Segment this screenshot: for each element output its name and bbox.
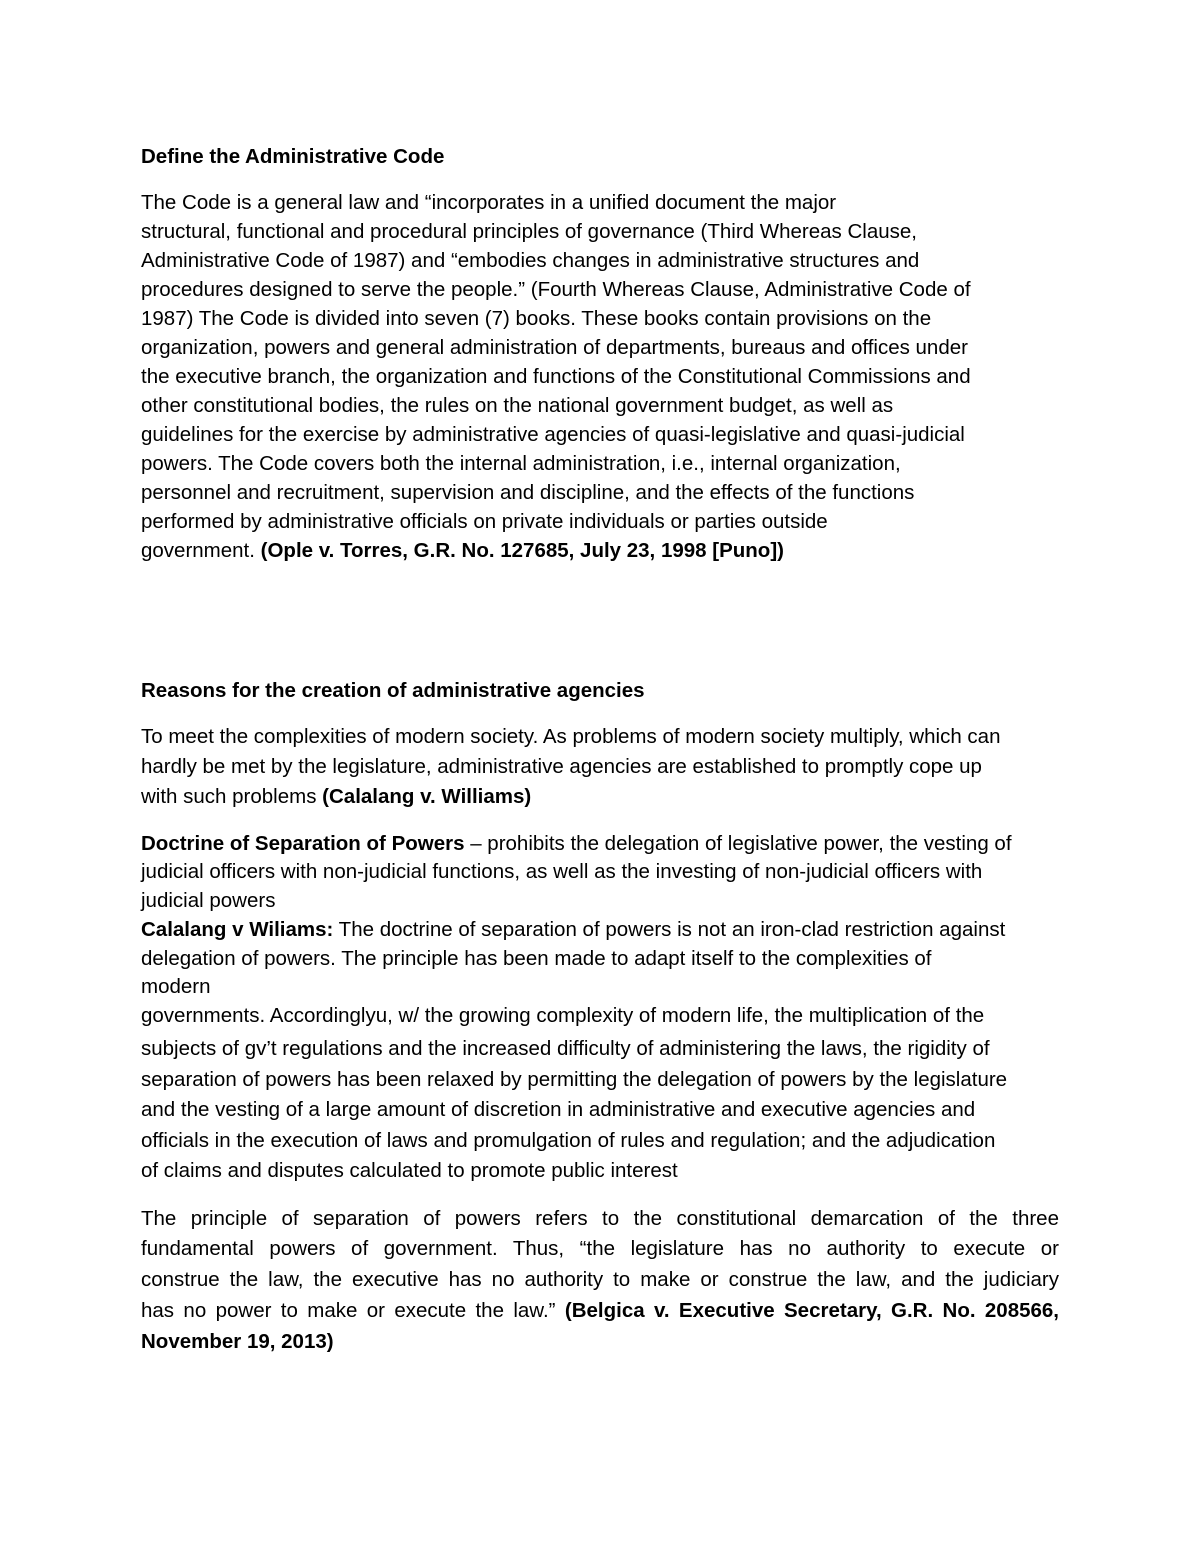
paragraph-line: personnel and recruitment, supervision and discipline, and the effects of the functions (141, 481, 915, 504)
paragraph-line: and the vesting of a large amount of discretion in administrative and executive agencies and (141, 1098, 976, 1121)
paragraph-line: the executive branch, the organization and functions of the Constitutional Commissions and (141, 365, 971, 388)
line-text: – prohibits the delegation of legislative power, the vesting of (464, 832, 1012, 855)
paragraph-line: separation of powers has been relaxed by permitting the delegation of powers by the legislature (141, 1068, 1008, 1091)
paragraph-line: structural, functional and procedural principles of governance (Third Whereas Clause, (141, 220, 917, 243)
paragraph-line (141, 1297, 1059, 1325)
line-text: The doctrine of separation of powers is not an iron-clad restriction against (333, 918, 1006, 941)
line-text: has no power to make or execute the law.” (141, 1299, 565, 1322)
paragraph-line (141, 783, 531, 811)
line-text: with such problems (141, 785, 323, 808)
paragraph-line: delegation of powers. The principle has been made to adapt itself to the complexities of (141, 947, 932, 970)
paragraph-line: powers. The Code covers both the internal administration, i.e., internal organization, (141, 452, 901, 475)
paragraph-line: organization, powers and general administration of departments, bureaus and offices under (141, 336, 968, 359)
paragraph-line (141, 1328, 334, 1356)
paragraph-line: To meet the complexities of modern society. As problems of modern society multiply, which can (141, 725, 1001, 748)
paragraph-line (141, 537, 784, 565)
paragraph-line: performed by administrative officials on private individuals or parties outside (141, 510, 828, 533)
paragraph-line: hardly be met by the legislature, administrative agencies are established to promptly cope up (141, 755, 982, 778)
section-heading: Reasons for the creation of administrative agencies (141, 679, 645, 702)
case-citation: (Calalang v. Williams) (322, 785, 532, 808)
paragraph-line: guidelines for the exercise by administrative agencies of quasi-legislative and quasi-judicial (141, 423, 965, 446)
paragraph-line: officials in the execution of laws and promulgation of rules and regulation; and the adjudication (141, 1129, 996, 1152)
line-text: government. (141, 539, 261, 562)
paragraph-line: fundamental powers of government. Thus, “the legislature has no authority to execute or (141, 1237, 1059, 1260)
paragraph-line: construe the law, the executive has no authority to make or construe the law, and the judiciary (141, 1268, 1059, 1291)
paragraph-line (141, 830, 1012, 858)
doctrine-term: Doctrine of Separation of Powers (141, 832, 465, 855)
case-citation: (Belgica v. Executive Secretary, G.R. No. 208566, (564, 1299, 1060, 1322)
paragraph-line: 1987) The Code is divided into seven (7) books. These books contain provisions on the (141, 307, 932, 330)
paragraph-line: other constitutional bodies, the rules on the national government budget, as well as (141, 394, 894, 417)
paragraph-line (141, 916, 1005, 944)
section-heading: Define the Administrative Code (141, 145, 445, 168)
case-label: Calalang v Wiliams: (141, 918, 334, 941)
case-citation: November 19, 2013) (141, 1330, 334, 1353)
paragraph-line: The principle of separation of powers refers to the constitutional demarcation of the three (141, 1207, 1059, 1230)
paragraph-line: The Code is a general law and “incorporates in a unified document the major (141, 191, 837, 214)
case-citation: (Ople v. Torres, G.R. No. 127685, July 23, 1998 [Puno]) (260, 539, 784, 562)
paragraph-line: procedures designed to serve the people.” (Fourth Whereas Clause, Administrative Code of (141, 278, 971, 301)
paragraph-line: modern (141, 975, 211, 998)
paragraph-line: judicial powers (141, 889, 276, 912)
paragraph-line: judicial officers with non-judicial functions, as well as the investing of non-judicial officers with (141, 860, 983, 883)
paragraph-line: governments. Accordinglyu, w/ the growing complexity of modern life, the multiplication of the (141, 1004, 985, 1027)
paragraph-line: of claims and disputes calculated to promote public interest (141, 1159, 678, 1182)
paragraph-line: Administrative Code of 1987) and “embodies changes in administrative structures and (141, 249, 920, 272)
paragraph-line: subjects of gv’t regulations and the increased difficulty of administering the laws, the rigidity of (141, 1037, 990, 1060)
